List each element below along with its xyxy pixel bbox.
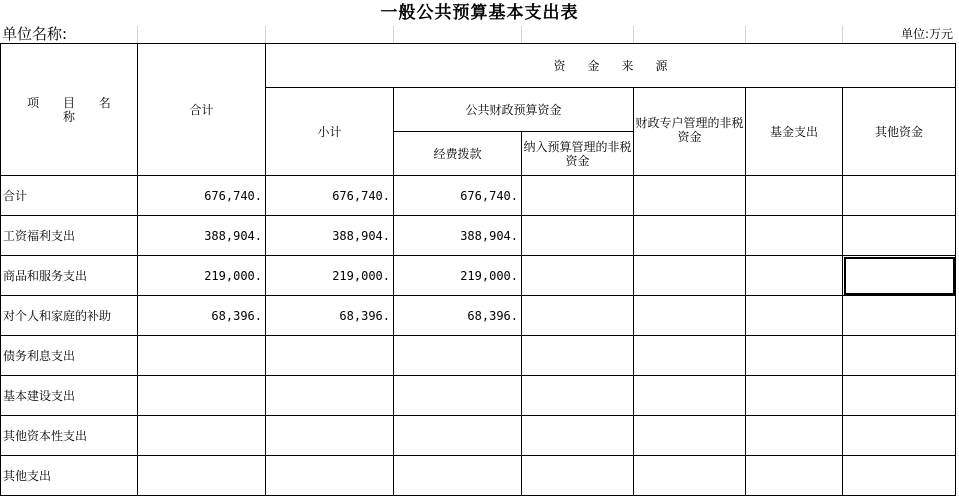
table-row	[1, 296, 956, 336]
total-cell[interactable]: 68,396.	[138, 296, 266, 336]
allocation-cell[interactable]: 676,740.	[394, 176, 522, 216]
allocation-cell[interactable]: 219,000.	[394, 256, 522, 296]
special-account-cell[interactable]	[634, 456, 746, 496]
row-name-cell[interactable]: 合计	[1, 176, 138, 216]
gridline	[521, 26, 522, 43]
special-account-cell[interactable]	[634, 336, 746, 376]
fund-cell[interactable]	[746, 176, 843, 216]
gridline	[842, 26, 843, 43]
header-other-funds[interactable]: 其他资金	[843, 88, 956, 176]
table-row	[1, 416, 956, 456]
subtotal-cell[interactable]	[266, 416, 394, 456]
row-name-cell[interactable]: 其他资本性支出	[1, 416, 138, 456]
allocation-cell[interactable]	[394, 376, 522, 416]
unit-name-label[interactable]: 单位名称:	[2, 25, 68, 43]
table-body	[1, 176, 956, 496]
gridline	[137, 26, 138, 43]
special-account-cell[interactable]	[634, 376, 746, 416]
other-funds-cell[interactable]	[843, 216, 956, 256]
total-cell[interactable]	[138, 376, 266, 416]
other-funds-cell[interactable]	[843, 176, 956, 216]
other-funds-cell[interactable]	[843, 376, 956, 416]
total-cell[interactable]	[138, 336, 266, 376]
fund-cell[interactable]	[746, 336, 843, 376]
other-funds-cell[interactable]	[843, 296, 956, 336]
nontax-budget-cell[interactable]	[522, 456, 634, 496]
other-funds-cell[interactable]	[843, 336, 956, 376]
nontax-budget-cell[interactable]	[522, 216, 634, 256]
fund-cell[interactable]	[746, 256, 843, 296]
header-item-name[interactable]: 项 目 名 称	[1, 44, 138, 176]
subtotal-cell[interactable]: 388,904.	[266, 216, 394, 256]
special-account-cell[interactable]	[634, 296, 746, 336]
header-operating-allocation[interactable]: 经费拨款	[394, 132, 522, 176]
row-name-cell[interactable]: 商品和服务支出	[1, 256, 138, 296]
header-public-budget-funds[interactable]: 公共财政预算资金	[394, 88, 634, 132]
header-budget-managed-nontax[interactable]: 纳入预算管理的非税资金	[522, 132, 634, 176]
header-funding-source[interactable]: 资金来源	[266, 44, 956, 88]
row-name-cell[interactable]: 工资福利支出	[1, 216, 138, 256]
allocation-cell[interactable]: 68,396.	[394, 296, 522, 336]
subtotal-cell[interactable]	[266, 456, 394, 496]
fund-cell[interactable]	[746, 456, 843, 496]
gridline	[265, 26, 266, 43]
nontax-budget-cell[interactable]	[522, 376, 634, 416]
fund-cell[interactable]	[746, 216, 843, 256]
nontax-budget-cell[interactable]	[522, 176, 634, 216]
nontax-budget-cell[interactable]	[522, 336, 634, 376]
subtotal-cell[interactable]	[266, 336, 394, 376]
table-row	[1, 216, 956, 256]
header-total[interactable]: 合计	[138, 44, 266, 176]
special-account-cell[interactable]	[634, 216, 746, 256]
unit-row	[0, 26, 955, 44]
gridline	[633, 26, 634, 43]
table-header	[1, 44, 956, 176]
fund-cell[interactable]	[746, 376, 843, 416]
gridline	[393, 26, 394, 43]
allocation-cell[interactable]	[394, 336, 522, 376]
allocation-cell[interactable]	[394, 456, 522, 496]
total-cell[interactable]	[138, 456, 266, 496]
fund-cell[interactable]	[746, 296, 843, 336]
table-row	[1, 456, 956, 496]
nontax-budget-cell[interactable]	[522, 256, 634, 296]
special-account-cell[interactable]	[634, 416, 746, 456]
subtotal-cell[interactable]: 219,000.	[266, 256, 394, 296]
row-name-cell[interactable]: 其他支出	[1, 456, 138, 496]
table-row	[1, 336, 956, 376]
nontax-budget-cell[interactable]	[522, 416, 634, 456]
table-row	[1, 376, 956, 416]
special-account-cell[interactable]	[634, 256, 746, 296]
other-funds-cell[interactable]	[843, 256, 956, 296]
unit-label[interactable]: 单位:万元	[900, 27, 953, 41]
row-name-cell[interactable]: 对个人和家庭的补助	[1, 296, 138, 336]
row-name-cell[interactable]: 基本建设支出	[1, 376, 138, 416]
subtotal-cell[interactable]: 68,396.	[266, 296, 394, 336]
sheet-title[interactable]: 一般公共预算基本支出表	[380, 3, 579, 23]
allocation-cell[interactable]: 388,904.	[394, 216, 522, 256]
allocation-cell[interactable]	[394, 416, 522, 456]
table-row	[1, 176, 956, 216]
header-special-account-nontax[interactable]: 财政专户管理的非税资金	[634, 88, 746, 176]
special-account-cell[interactable]	[634, 176, 746, 216]
budget-table	[0, 43, 956, 496]
total-cell[interactable]: 388,904.	[138, 216, 266, 256]
subtotal-cell[interactable]	[266, 376, 394, 416]
subtotal-cell[interactable]: 676,740.	[266, 176, 394, 216]
fund-cell[interactable]	[746, 416, 843, 456]
table-row	[1, 256, 956, 296]
total-cell[interactable]	[138, 416, 266, 456]
other-funds-cell[interactable]	[843, 416, 956, 456]
row-name-cell[interactable]: 债务利息支出	[1, 336, 138, 376]
other-funds-cell[interactable]	[843, 456, 956, 496]
gridline	[745, 26, 746, 43]
header-subtotal[interactable]: 小计	[266, 88, 394, 176]
total-cell[interactable]: 219,000.	[138, 256, 266, 296]
total-cell[interactable]: 676,740.	[138, 176, 266, 216]
header-fund-expenditure[interactable]: 基金支出	[746, 88, 843, 176]
nontax-budget-cell[interactable]	[522, 296, 634, 336]
